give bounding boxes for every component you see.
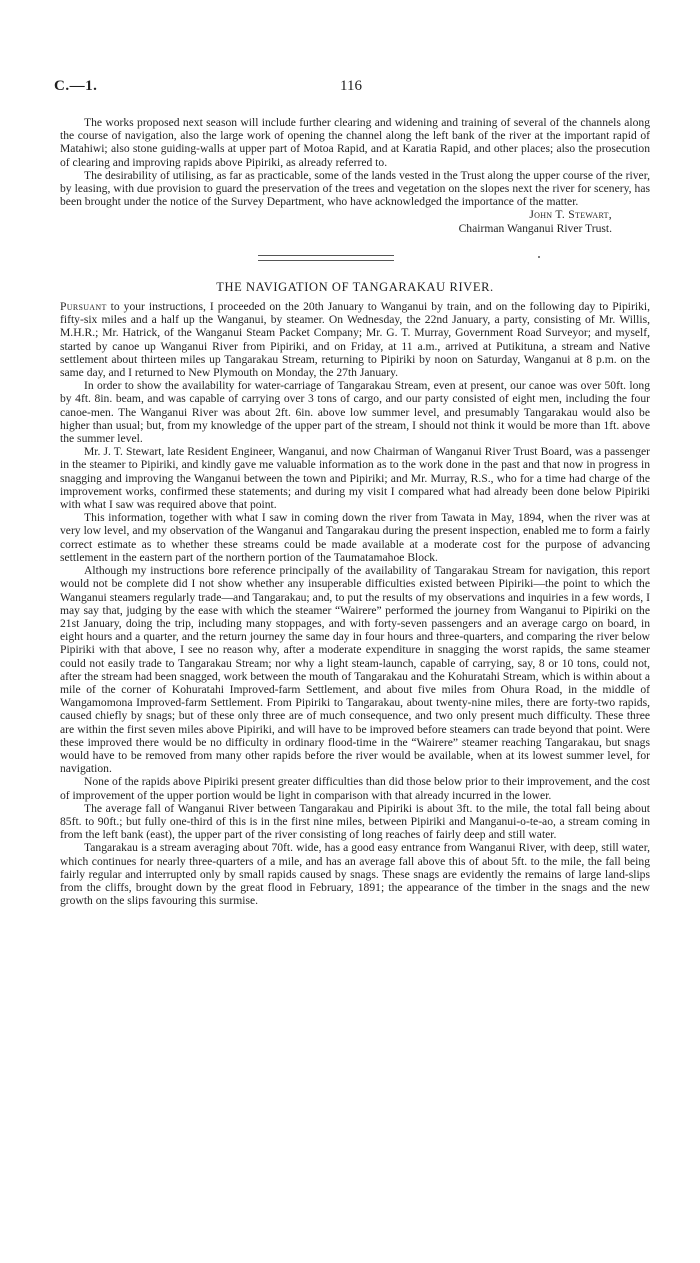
separator-rule [258,255,394,261]
paragraph-works-proposed: The works proposed next season will include further clearing and widening and training of several of the channels along the course of navigation, also the large work of opening the channel along the left bank of the river at the important rapid of Matahiwi; also stone guiding-walls at upper part of Motoa Rapid, and at Karatia Rapid, and other places; also the prosecution of clearing and improving rapids above Pipiriki, as already referred to. [60,116,650,169]
signature-block [60,208,612,234]
section-separator [60,235,650,275]
separator-dot [538,256,540,258]
paragraph-pursuant-text: to your instructions, I proceeded on the 20th January to Wanganui by train, and on the following day to Pipiriki, fifty-six miles and a half up the Wanganui, by steamer. On Wednesday, the 22nd January, a party, consisting of Mr. Willis, M.H.R.; Mr. Hatrick, of the Wanganui Steam Packet Company; Mr. G. T. Murray, Government Road Surveyor; and myself, started by canoe up Wanganui River from Pipiriki, and on Friday, at 11 a.m., arrived at Putikituna, a stream and Native settlement about thirteen miles up Tangarakau Stream, returning to Pipiriki by noon on Saturday, Wanganui at 8 p.m. on the same day, and I returned to New Plymouth on Monday, the 27th January. [60,300,650,380]
paragraph-estimate: This information, together with what I saw in coming down the river from Tawata in May, 1894, when the river was at very low level, and my observation of the Wanganui and Tangarakau during the present inspection, enabled me to form a fairly correct estimate as to whether these streams could be made available at a moderate cost for the purpose of advancing settlement in the eastern part of the northern portion of the Taumatamahoe Block. [60,511,650,564]
signature-title: Chairman Wanganui River Trust. [458,221,612,235]
paragraph-pursuant [60,300,650,379]
paragraph-tangarakau-stream: Tangarakau is a stream averaging about 70ft. wide, has a good easy entrance from Wanganui River, with deep, still water, which continues for nearly three-quarters of a mile, and has an average fall above this of about 5ft. to the mile, the fall being fairly regular and interrupted only by small rapids caused by snags. These snags are evidently the remains of large land-slips from the cliffs, brought down by the great flood in February, 1891; the appearance of the timber in the snags and the new growth on the slips favouring this surmise. [60,841,650,908]
paragraph-water-carriage: In order to show the availability for water-carriage of Tangarakau Stream, even at present, our canoe was over 50ft. long by 4ft. 8in. beam, and was capable of carrying over 3 tons of cargo, and our party consisted of eight men, including the four canoe-men. The Wanganui River was about 2ft. 6in. above low summer level, and presumably Tangarakau would also be higher than usual; but, from my knowledge of the upper part of the stream, I should not think it would be more than 1ft. above the summer level. [60,379,650,446]
paragraph-average-fall: The average fall of Wanganui River between Tangarakau and Pipiriki is about 3ft. to the mile, the total fall being about 85ft. to 90ft.; but fully one-third of this is in the first nine miles, between Pipiriki and Manganui-o-te-ao, a stream coming in from the left bank (east), the upper part of the river consisting of long reaches of fairly deep and still water. [60,801,650,842]
paragraph-rapids-difficulty: None of the rapids above Pipiriki present greater difficulties than did those below prior to their improvement, and the cost of improvement of the upper portion would be light in comparison with that already incurred in the lower. [60,775,650,802]
signature-name: John T. Stewart, [529,208,612,222]
page-body [60,116,650,907]
page-header [54,80,648,100]
page-number: 116 [340,78,362,94]
paragraph-navigation-report: Although my instructions bore reference principally of the availability of Tangarakau Stream for navigation, this report would not be complete did I not show whether any insuperable difficulties existed between Pipiriki—the point to which the Wanganui steamers regularly trade—and Tangarakau; and, to put the results of my observations and inquiries in a few words, I may say that, judging by the ease with which the steamer “Wairere” performed the journey from Wanganui to Pipiriki on the 21st January, doing the trip, including many stoppages, and with forty-seven passengers and an average cargo on board, in eight hours and a quarter, and the return journey the same day in four hours and three-quarters, and comparing the river below Pipiriki with that above, I see no reason why, after a moderate expenditure in snagging the worst rapids, the same steamer could not easily trade to Tangarakau Stream; nor why a light steam-launch, capable of carrying, say, 8 or 10 tons, could not, after the stream had been snagged, work between the mouth of Tangarakau and the Kohuratahi Stream, which is within about a mile of the corner of Kohuratahi Improved-farm Settlement, and about five miles from Ohura Road, in the middle of Wangamomona Improved-farm Settlement. From Pipiriki to Tangarakau, about twenty-nine miles, there are forty-two rapids, caused chiefly by snags; but of these only three are of much consequence, and two only present much difficulty. These three are within the first seven miles above Pipiriki, and will have to be improved before steamers can trade beyond that point. Were these improved there would be no difficulty in ordinary flood-time in the “Wairere” steamer reaching Tangarakau, but snags would have to be removed from many other rapids before the river would be available, when at its lowest summer level, for navigation. [60,564,650,776]
paragraph-stewart-information: Mr. J. T. Stewart, late Resident Engineer, Wanganui, and now Chairman of Wanganui River Trust Board, was a passenger in the steamer to Pipiriki, and kindly gave me valuable information as to the work done in the past and that now in progress in snagging and improving the Wanganui between the town and Pipiriki; and Mr. Murray, R.S., who for a time had charge of the improvement works, confirmed these statements; and during my visit I compared what had already been done below Pipiriki with what I saw was required above that point. [60,445,650,512]
document-code: C.—1. [54,78,98,94]
section-title: THE NAVIGATION OF TANGARAKAU RIVER. [216,279,494,294]
paragraph-lead-word: Pursuant [60,300,107,314]
paragraph-lands-leasing: The desirability of utilising, as far as practicable, some of the lands vested in the Trust along the upper course of the river, by leasing, with due provision to guard the preservation of the trees and vegetation on the slopes next the river for scenery, has been brought under the notice of the Survey Department, who have acknowledged the importance of the matter. [60,168,650,209]
